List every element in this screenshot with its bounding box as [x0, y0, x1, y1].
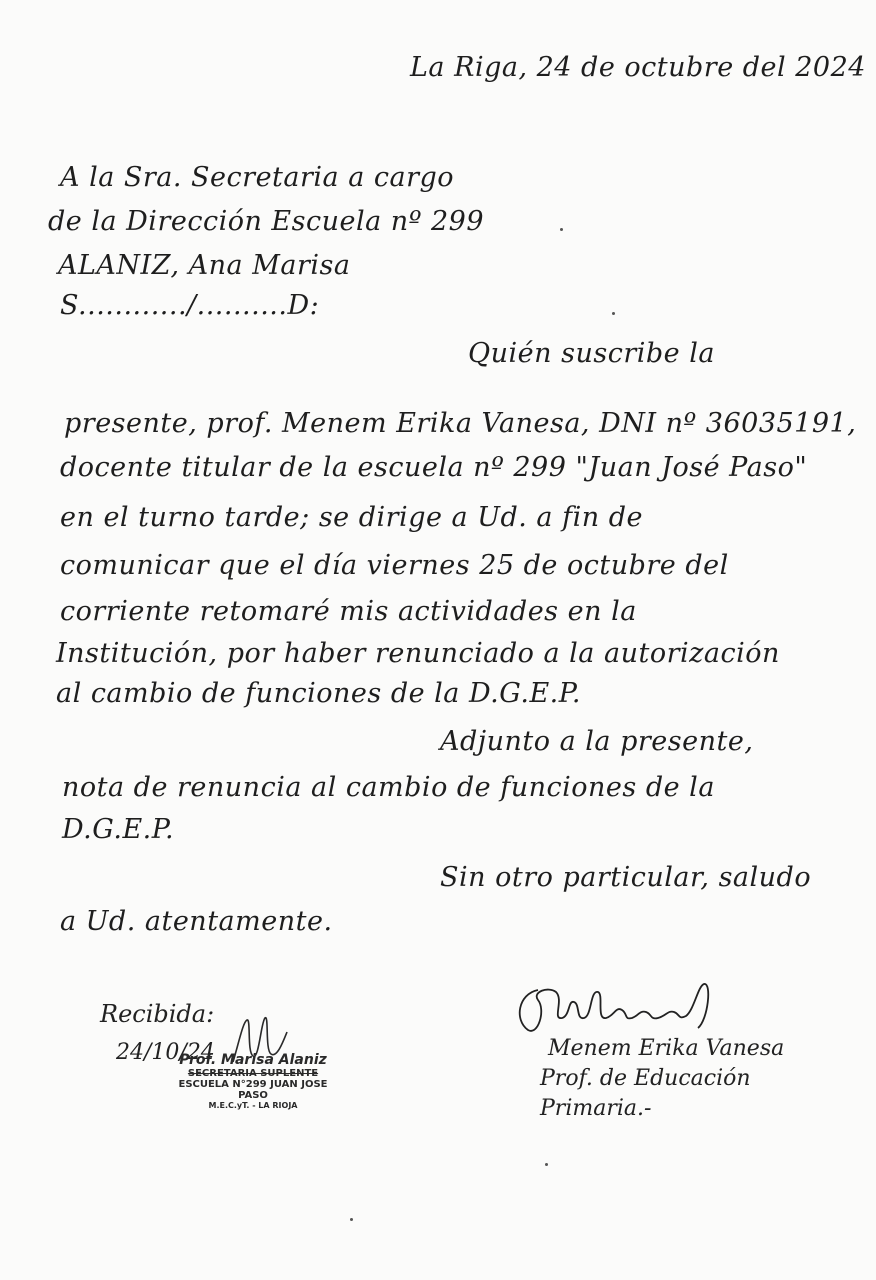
signer-title: Prof. de Educación	[540, 1066, 751, 1091]
body-line: comunicar que el día viernes 25 de octubre del	[60, 550, 729, 581]
body-line: presente, prof. Menem Erika Vanesa, DNI nº 36035191,	[64, 408, 857, 439]
letter-date: La Riga, 24 de octubre del 2024	[410, 52, 866, 83]
stray-mark	[612, 312, 615, 315]
stray-mark	[350, 1218, 353, 1221]
stamp-org: M.E.C.yT. - LA RIOJA	[208, 1101, 298, 1110]
body-line: Adjunto a la presente,	[440, 726, 754, 757]
body-line: docente titular de la escuela nº 299 "Juan José Paso"	[60, 452, 808, 483]
secretary-stamp	[168, 1052, 338, 1110]
body-line: nota de renuncia al cambio de funciones de la	[62, 772, 715, 803]
recipient-line-2: de la Dirección Escuela nº 299	[48, 206, 485, 237]
body-line: Institución, por haber renunciado a la autorización	[56, 638, 780, 669]
received-date: 24/10/24	[116, 1040, 215, 1065]
body-line: en el turno tarde; se dirige a Ud. a fin de	[60, 502, 643, 533]
received-label: Recibida:	[100, 1000, 215, 1028]
stray-mark	[545, 1163, 548, 1166]
body-line: a Ud. atentamente.	[60, 906, 333, 937]
recipient-name: ALANIZ, Ana Marisa	[58, 250, 351, 281]
body-line: D.G.E.P.	[62, 814, 175, 845]
stamp-school: ESCUELA N°299 JUAN JOSE PASO	[178, 1079, 328, 1101]
recipient-salutation: S............/..........D:	[60, 290, 320, 321]
author-signature	[508, 980, 718, 1040]
body-line: al cambio de funciones de la D.G.E.P.	[56, 678, 582, 709]
stamp-role: SECRETARIA SUPLENTE	[187, 1068, 319, 1079]
signer-name: Menem Erika Vanesa	[548, 1036, 785, 1061]
signer-title-2: Primaria.-	[540, 1096, 652, 1121]
body-line: Sin otro particular, saludo	[440, 862, 812, 893]
body-line: corriente retomaré mis actividades en la	[60, 596, 637, 627]
stamp-name: Prof. Marisa Alaniz	[179, 1052, 327, 1068]
body-line: Quién suscribe la	[468, 338, 715, 369]
recipient-line-1: A la Sra. Secretaria a cargo	[60, 162, 455, 193]
stray-mark	[560, 228, 563, 231]
